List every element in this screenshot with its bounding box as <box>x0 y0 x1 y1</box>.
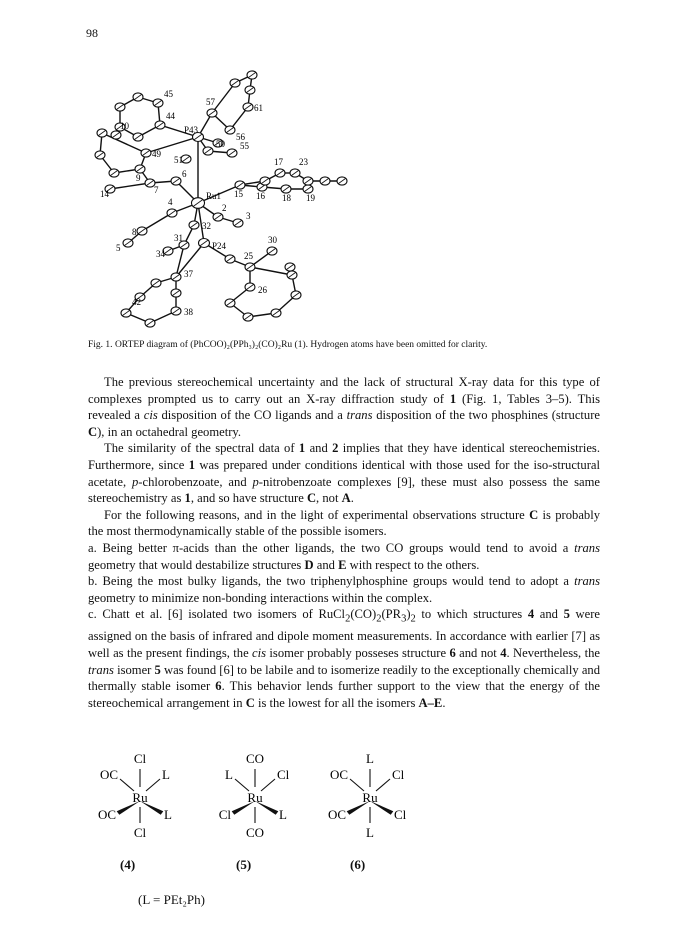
atom-label: 34 <box>156 249 165 259</box>
atom-label: P24 <box>212 241 227 251</box>
ligand-upper-left: OC <box>329 767 348 782</box>
atom-label: 2 <box>222 203 227 213</box>
atom-label: 23 <box>299 157 308 167</box>
bond <box>212 83 235 113</box>
body-text <box>88 374 600 711</box>
ligand-top: Cl <box>133 751 147 766</box>
page-number: 98 <box>86 26 98 40</box>
ligand-upper-right: Cl <box>392 767 405 782</box>
caption-text: ORTEP diagram of (PhCOO)₂(PPh₃)₂(CO)₂Ru (1). Hydrogen atoms have been omitted for clarity. <box>114 340 488 350</box>
structure-label-6: (6) <box>350 857 366 872</box>
atom-label: 45 <box>164 89 173 99</box>
atom-label: 4 <box>168 197 173 207</box>
metal-center: Ru <box>247 790 263 805</box>
paragraph: b. Being the most bulky ligands, the two triphenylphosphine groups would tend to adopt a trans geometry to minimize non-bonding interactions within the complex. <box>88 574 600 605</box>
atom-label: 8 <box>132 227 137 237</box>
paragraph: a. Being better π-acids than the other ligands, the two CO groups would tend to avoid a trans geometry that would destabilize structures D and E with respect to the others. <box>88 540 600 572</box>
ligand-lower-right: L <box>279 807 287 822</box>
atom-label: 7 <box>154 185 159 195</box>
atom-label: 56 <box>236 132 245 142</box>
atom-label: 17 <box>274 157 283 167</box>
atom-label: 9 <box>136 173 141 183</box>
ligand-upper-left: L <box>225 767 233 782</box>
ligand-bottom: CO <box>245 825 265 840</box>
ligand-upper-right: Cl <box>277 767 290 782</box>
figure-caption <box>88 339 600 352</box>
atom-label: 19 <box>306 193 315 203</box>
ligand-lower-left: OC <box>327 807 346 822</box>
atom-label: 25 <box>244 251 253 261</box>
structure-5 <box>203 747 313 877</box>
structure-label-5: (5) <box>236 857 252 872</box>
atom-label: 55 <box>240 141 249 151</box>
ligand-upper-right: L <box>162 767 170 782</box>
atom-label: 32 <box>202 221 211 231</box>
atom-label: 44 <box>166 111 175 121</box>
atom-label: 61 <box>254 103 263 113</box>
paragraph: The similarity of the spectral data of 1 and 2 implies that they have identical stereochemistries. Furthermore, since 1 was prepared under conditions identical with those used for the iso-structural acetate, p-chlorobenzoate, and p-nitrobenzoate complexes [9], these must also possess the same stereochemistry as 1, and so have structure C, not A. <box>88 441 600 506</box>
structure-6 <box>318 747 428 877</box>
atom-label: 18 <box>282 193 291 203</box>
ortep-diagram <box>80 55 380 340</box>
atom-label: 38 <box>184 307 193 317</box>
atom-label: 37 <box>184 269 193 279</box>
atom-label: 5 <box>116 243 121 253</box>
atom-label: 16 <box>256 191 265 201</box>
bond <box>110 183 150 189</box>
atom-label: 6 <box>182 169 187 179</box>
atom-label: 51 <box>174 155 183 165</box>
octahedral-structure <box>88 747 198 857</box>
ligand-definition: (L = PEt₂Ph) <box>138 892 205 907</box>
structure-label-4: (4) <box>120 857 136 872</box>
ligand-top: CO <box>245 751 265 766</box>
paragraph: The previous stereochemical uncertainty and the lack of structural X-ray data for this type of complexes prompted us to carry out an X-ray diffraction study of 1 (Fig. 1, Tables 3–5). This revealed a cis disposition of the CO ligands and a trans disposition of the two phosphines (structure C), in an octahedral geometry. <box>88 375 600 439</box>
atom-label: 15 <box>234 189 243 199</box>
atom-label: 26 <box>258 285 267 295</box>
atom-label: 57 <box>206 97 215 107</box>
caption-label: Fig. 1. <box>88 340 113 350</box>
octahedral-structure <box>318 747 428 857</box>
atom-label: P43 <box>184 125 199 135</box>
ligand-bottom: L <box>366 825 374 840</box>
ligand-lower-right: L <box>164 807 172 822</box>
paragraph: c. Chatt et al. [6] isolated two isomers of $RuCl_2(CO)_2(PR_3)_2$ to which structures 4 and 5 were assigned on the basis of infrared and dipole moment measurements. In accordance with earlier [7] as well as the present findings, the cis isomer probably posseses structure 6 and not 4. Nevertheless, the trans isomer 5 was found [6] to be labile and to isomerize readily to the exceptionally chemically and thermally stable isomer 6. This behavior lends further support to the view that the energy of the stereochemical arrangement in C is the lowest for all the isomers A–E. <box>88 607 600 710</box>
ligand-lower-right: Cl <box>394 807 407 822</box>
structure-4 <box>88 747 198 877</box>
atom-label: 3 <box>246 211 251 221</box>
ligand-top: L <box>366 751 374 766</box>
metal-center: Ru <box>362 790 378 805</box>
ligand-upper-left: OC <box>99 767 118 782</box>
atom-label: 50 <box>216 139 225 149</box>
atom-label: 31 <box>174 233 183 243</box>
ligand-lower-left: Cl <box>218 807 231 822</box>
ligand-bottom: Cl <box>133 825 147 840</box>
atom-label: 49 <box>152 149 161 159</box>
atom-label: 14 <box>100 189 109 199</box>
atom-label: 42 <box>132 297 141 307</box>
structure-row <box>88 747 428 927</box>
octahedral-structure <box>203 747 313 857</box>
atom-label: Ru1 <box>206 191 222 201</box>
ligand-lower-left: OC <box>97 807 116 822</box>
atom-label: 30 <box>268 235 277 245</box>
atom-label: 10 <box>120 121 129 131</box>
paragraph: For the following reasons, and in the light of experimental observations structure C is probably the most thermodynamically stable of the possible isomers. <box>88 507 601 539</box>
metal-center: Ru <box>132 790 148 805</box>
